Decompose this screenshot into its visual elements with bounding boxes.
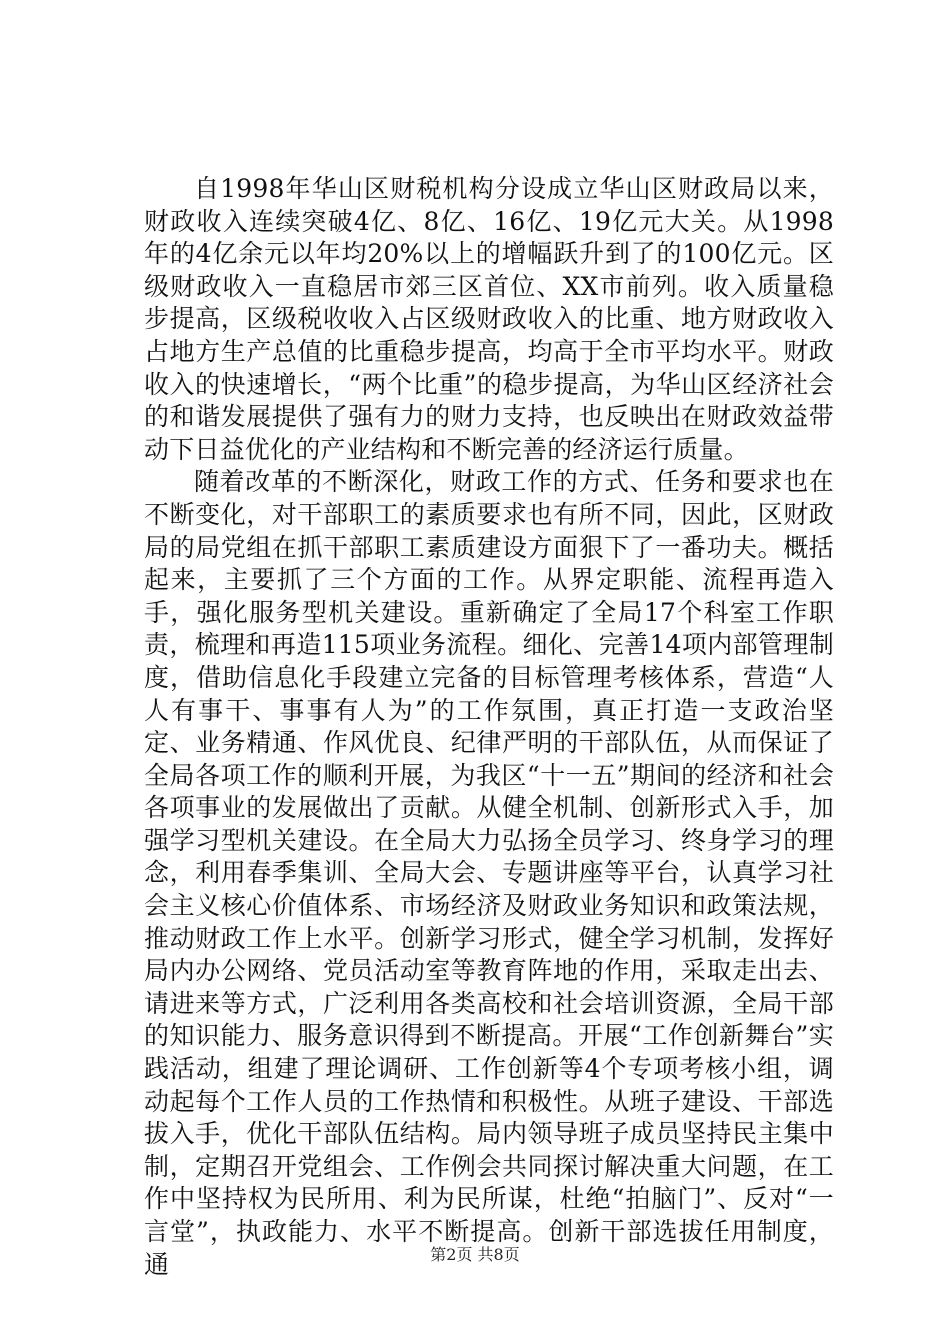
paragraph-2: 随着改革的不断深化，财政工作的方式、任务和要求也在不断变化，对干部职工的素质要求也有所不同，因此，区财政局的局党组在抓干部职工素质建设方面狠下了一番功夫。概括起来，主要抓了三个方面的工作。从界定职能、流程再造入手，强化服务型机关建设。重新确定了全局17个科室工作职责，梳理和再造115项业务流程。细化、完善14项内部管理制度，借助信息化手段建立完备的目标管理考核体系，营造“人人有事干、事事有人为”的工作氛围，真正打造一支政治坚定、业务精通、作风优良、纪律严明的干部队伍，从而保证了全局各项工作的顺利开展，为我区“十一五”期间的经济和社会各项事业的发展做出了贡献。从健全机制、创新形式入手，加强学习型机关建设。在全局大力弘扬全员学习、终身学习的理念，利用春季集训、全局大会、专题讲座等平台，认真学习社会主义核心价值体系、市场经济及财政业务知识和政策法规，推动财政工作上水平。创新学习形式，健全学习机制，发挥好局内办公网络、党员活动室等教育阵地的作用，采取走出去、请进来等方式，广泛利用各类高校和社会培训资源，全局干部的知识能力、服务意识得到不断提高。开展“工作创新舞台”实践活动，组建了理论调研、工作创新等4个专项考核小组，调动起每个工作人员的工作热情和积极性。从班子建设、干部选拔入手，优化干部队伍结构。局内领导班子成员坚持民主集中制，定期召开党组会、工作例会共同探讨解决重大问题，在工作中坚持权为民所用、利为民所谋，杜绝“拍脑门”、反对“一言堂”，执政能力、水平不断提高。创新干部选拔任用制度，通 [144, 467, 834, 1279]
page-footer: 第2页 共8页 [430, 1245, 520, 1264]
body-text [144, 173, 834, 1281]
paragraph-1: 自1998年华山区财税机构分设成立华山区财政局以来，财政收入连续突破4亿、8亿、16亿、19亿元大关。从1998年的4亿余元以年均20%以上的增幅跃升到了的100亿元。区级财政收入一直稳居市郊三区首位、XX市前列。收入质量稳步提高，区级税收收入占区级财政收入的比重、地方财政收入占地方生产总值的比重稳步提高，均高于全市平均水平。财政收入的快速增长，“两个比重”的稳步提高，为华山区经济社会的和谐发展提供了强有力的财力支持，也反映出在财政效益带动下日益优化的产业结构和不断完善的经济运行质量。 [144, 174, 834, 464]
